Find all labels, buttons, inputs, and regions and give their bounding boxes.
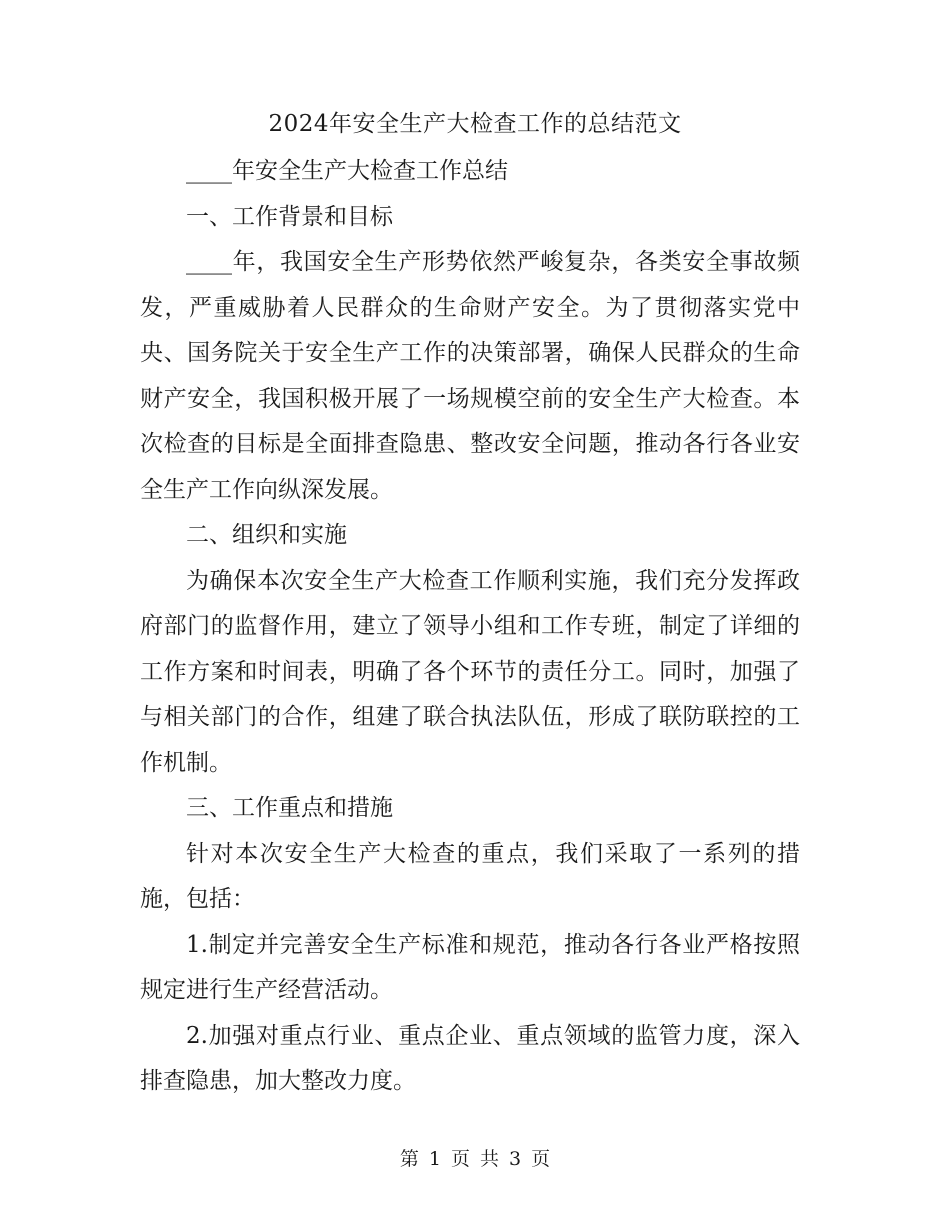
paragraph-measures-intro: 针对本次安全生产大检查的重点，我们采取了一系列的措施，包括： xyxy=(140,840,800,912)
paragraph-background: ____年，我国安全生产形势依然严峻复杂，各类安全事故频发，严重威胁着人民群众的生命财产安全。为了贯彻落实党中央、国务院关于安全生产工作的决策部署，确保人民群众的生命财产安全，我国积极开展了一场规模空前的安全生产大检查。本次检查的目标是全面排查隐患、整改安全问题，推动各行各业安全生产工作向纵深发展。 xyxy=(140,249,800,503)
document-title: 2024年安全生产大检查工作的总结范文 xyxy=(268,111,682,137)
document-body xyxy=(140,149,800,1105)
section-heading-organization: 二、组织和实施 xyxy=(186,522,347,548)
paragraph-organization: 为确保本次安全生产大检查工作顺利实施，我们充分发挥政府部门的监督作用，建立了领导小组和工作专班，制定了详细的工作方案和时间表，明确了各个环节的责任分工。同时，加强了与相关部门的合作，组建了联合执法队伍，形成了联防联控的工作机制。 xyxy=(140,567,800,776)
page-number-footer: 第 1 页 共 3 页 xyxy=(399,1148,551,1170)
section-heading-measures: 三、工作重点和措施 xyxy=(186,795,393,821)
section-heading-background: 一、工作背景和目标 xyxy=(186,203,393,230)
list-item-2: 2.加强对重点行业、重点企业、重点领域的监管力度，深入排查隐患，加大整改力度。 xyxy=(140,1022,800,1094)
paragraph-subtitle: ____年安全生产大检查工作总结 xyxy=(186,158,508,184)
list-item-1: 1.制定并完善安全生产标准和规范，推动各行各业严格按照规定进行生产经营活动。 xyxy=(140,931,800,1003)
